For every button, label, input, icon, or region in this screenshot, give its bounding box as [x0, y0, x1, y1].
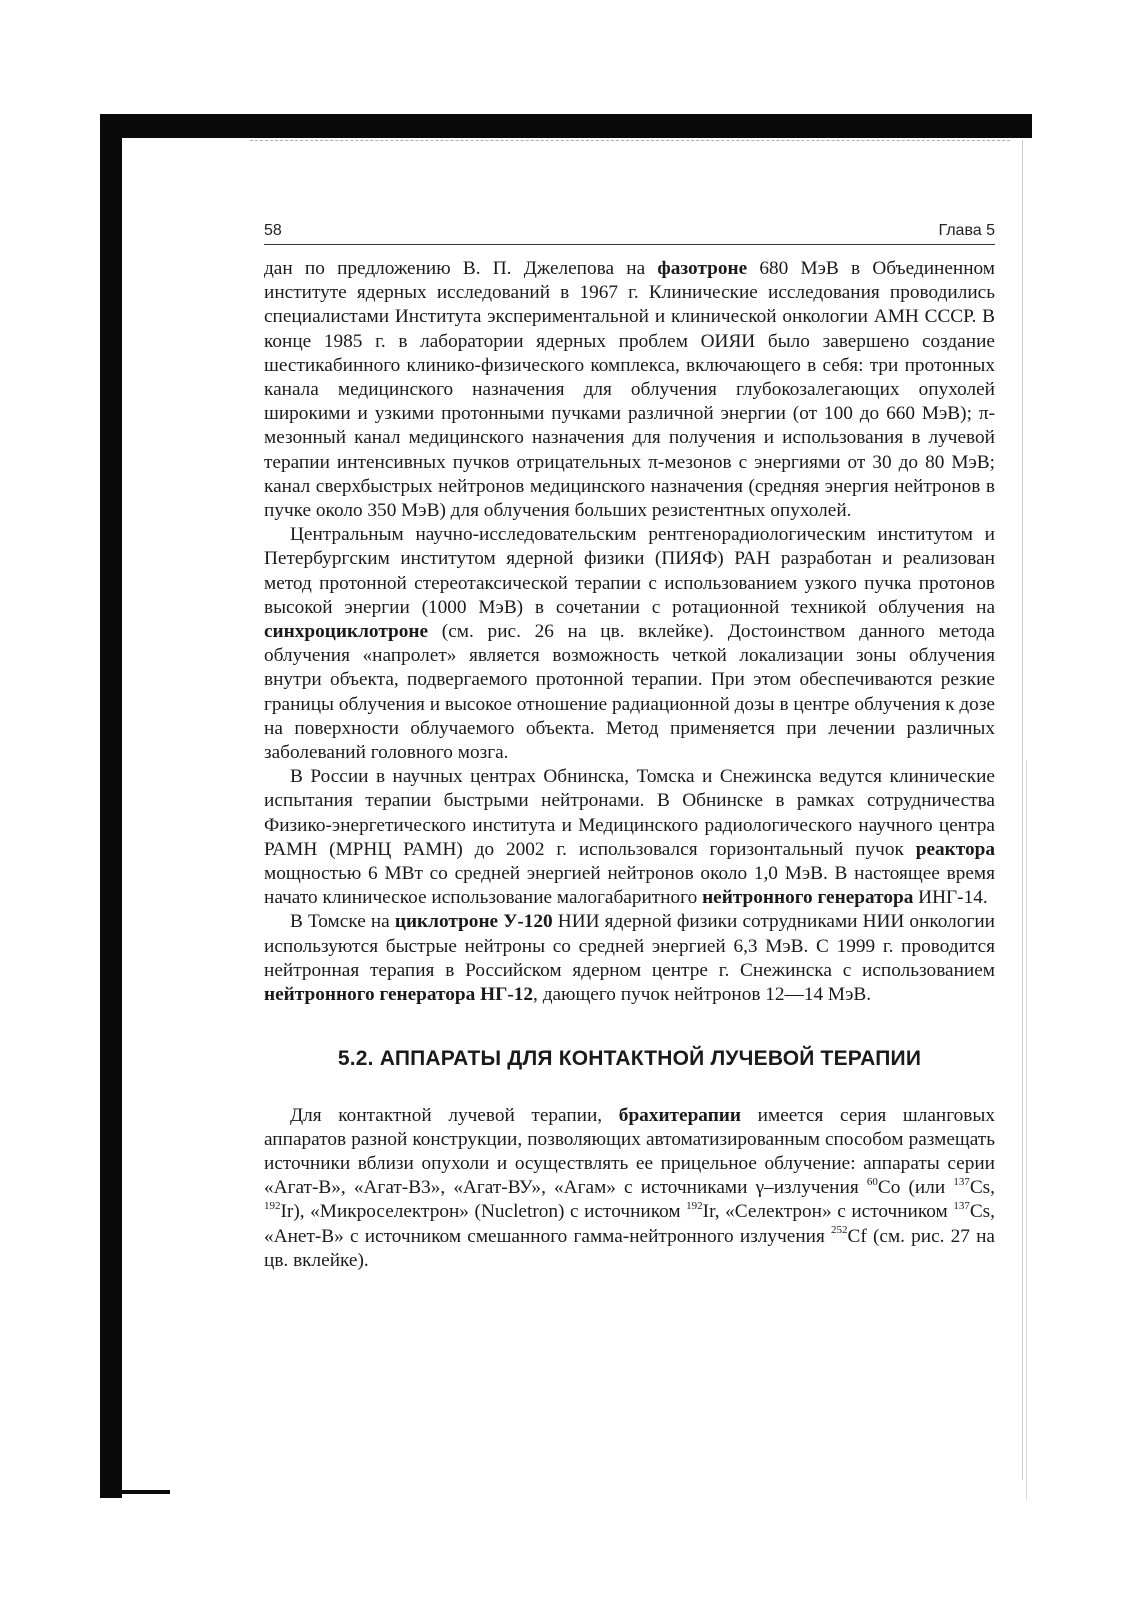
- paragraph-1: [264, 257, 995, 523]
- bold-term: синхроциклотроне: [264, 621, 429, 643]
- isotope-mass: 137: [953, 1199, 970, 1212]
- isotope-mass: 192: [686, 1199, 703, 1212]
- bold-term: нейтронного генератора НГ-12: [264, 984, 534, 1006]
- text-run: Cs, «Анет-В» с источником смешанного гамма-нейтронного излучения: [264, 1201, 995, 1247]
- scan-border-tail: [100, 1490, 170, 1494]
- book-page: [264, 222, 995, 1273]
- scan-border-top: [100, 114, 1032, 138]
- text-run: 680 МэВ в Объединенном институте ядерных исследований в 1967 г. Клинические исследования проводились специалистами Института экспериментальной и клинической онкологии АМН СССР. В конце 1985 г. в лаборатории ядерных проблем ОИЯИ было завершено создание шестикабинного клинико-физического комплекса, включающего в себя: три протонных канала медицинского назначения для облучения глубокозалегающих опухолей широкими и узкими протонными пучками различной энергии (от 100 до 660 МэВ); π-мезонный канал медицинского назначения для получения и использования в лучевой терапии интенсивных пучков отрицательных π-мезонов с энергиями от 30 до 80 МэВ; канал сверхбыстрых нейтронов медицинского назначения (средняя энергия нейтронов в пучке около 350 МэВ) для облучения больших резистентных опухолей.: [264, 258, 995, 522]
- bold-term: фазотроне: [657, 258, 748, 279]
- page-edge-line-2: [1026, 760, 1027, 1500]
- page-edge-line: [1022, 140, 1023, 1480]
- text-run: имеется серия шланговых аппаратов разной конструкции, позволяющих автоматизированным способом размещать источники вблизи опухоли и осуществлять ее прицельное облучение: аппараты серии «Агат-В», «Агат-В3», «Агат-ВУ», «Агам» с источниками γ–излучения: [264, 1104, 995, 1199]
- text-run: Cf (см. рис. 27 на цв. вклейке).: [264, 1225, 995, 1271]
- paragraph-4: [264, 910, 995, 1007]
- text-run: мощностью 6 МВт со средней энергией нейтронов около 1,0 МэВ. В настоящее время начато клиническое использование малогабаритного: [264, 863, 995, 909]
- scan-border-left: [100, 114, 122, 1498]
- text-run: (см. рис. 26 на цв. вклейке). Достоинством данного метода облучения «напролет» является возможность четкой локализации зоны облучения внутри объекта, подвергаемого протонной терапии. При этом обеспечиваются резкие границы облучения и высокое отношение радиационной дозы в центре облучения к дозе на поверхности облучаемого объекта. Метод применяется при лечении различных заболеваний головного мозга.: [264, 621, 995, 764]
- section-heading: 5.2. АППАРАТЫ ДЛЯ КОНТАКТНОЙ ЛУЧЕВОЙ ТЕРАПИИ: [337, 1047, 922, 1071]
- bold-term: реактора: [915, 838, 995, 860]
- scan-artifact-line: [250, 140, 1010, 143]
- bold-term: брахитерапии: [618, 1104, 742, 1126]
- paragraph-2: [264, 523, 995, 765]
- page-number: 58: [264, 222, 282, 239]
- text-run: ИНГ-14.: [913, 887, 988, 909]
- text-run: Центральным научно-исследовательским рентгенорадиологическим институтом и Петербургским институтом ядерной физики (ПИЯФ) РАН разработан и реализован метод протонной стереотаксической терапии с использованием узкого пучка протонов высокой энергии (1000 МэВ) в сочетании с ротационной техникой облучения на: [264, 524, 995, 618]
- text-run: В Томске на: [290, 911, 395, 933]
- isotope-mass: 137: [953, 1175, 970, 1188]
- isotope-mass: 60: [866, 1175, 878, 1188]
- text-run: Ir), «Микроселектрон» (Nucletron) с источником: [280, 1201, 687, 1223]
- body-text: [264, 257, 995, 1273]
- running-head: [264, 222, 995, 245]
- bold-term: нейтронного генератора: [702, 887, 914, 909]
- text-run: Co (или: [877, 1177, 954, 1199]
- bold-term: циклотроне У-120: [394, 911, 553, 933]
- text-run: Cs,: [969, 1177, 995, 1199]
- isotope-mass: 192: [264, 1199, 281, 1212]
- text-run: НИИ ядерной физики сотрудниками НИИ онкологии используются быстрые нейтроны со средней энергией 6,3 МэВ. С 1999 г. проводится нейтронная терапия в Российском ядерном центре г. Снежинска с использованием: [264, 911, 995, 981]
- paragraph-3: [264, 765, 995, 910]
- isotope-mass: 252: [831, 1224, 848, 1237]
- text-run: , дающего пучок нейтронов 12—14 МэВ.: [533, 984, 872, 1006]
- text-run: В России в научных центрах Обнинска, Томска и Снежинска ведутся клинические испытания терапии быстрыми нейтронами. В Обнинске в рамках сотрудничества Физико-энергетического института и Медицинского радиологического научного центра РАМН (МРНЦ РАМН) до 2002 г. использовался горизонтальный пучок: [264, 766, 995, 860]
- text-run: Для контактной лучевой терапии,: [290, 1104, 619, 1126]
- chapter-label: Глава 5: [938, 222, 995, 239]
- text-run: дан по предложению В. П. Джелепова на: [264, 258, 658, 279]
- text-run: Ir, «Селектрон» с источником: [702, 1201, 954, 1223]
- paragraph-5: [264, 1104, 995, 1273]
